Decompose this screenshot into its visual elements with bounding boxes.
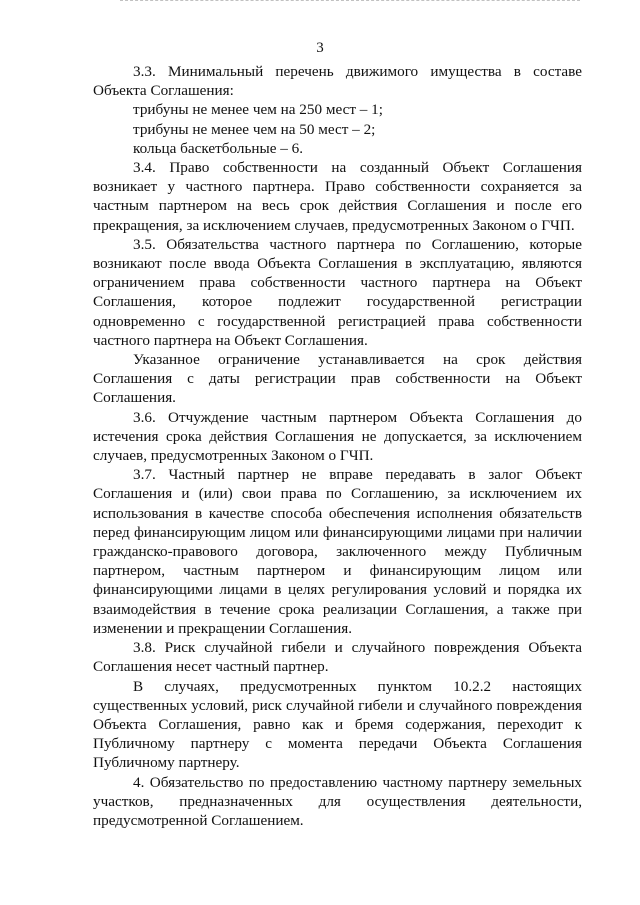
paragraph-3-4: 3.4. Право собственности на созданный Объект Соглашения возникает у частного партнера. Право собственности сохраняется за частным партнером на весь срок действия Соглашения и после его прекращения, за исключением случаев, предусмотренных Законом о ГЧП.: [93, 159, 582, 234]
paragraph-3-3: 3.3. Минимальный перечень движимого имущества в составе Объекта Соглашения:: [93, 63, 582, 100]
list-item-tribunes-250: трибуны не менее чем на 250 мест – 1;: [133, 101, 383, 119]
paragraph-risk-transfer: В случаях, предусмотренных пунктом 10.2.2 настоящих существенных условий, риск случайной гибели и случайного повреждения Объекта Соглашения, равно как и бремя содержания, переходит к Публичному партнеру с момента передачи Объекта Соглашения Публичному партнеру.: [93, 677, 582, 772]
document-body: [93, 62, 582, 830]
paragraph-3-8: 3.8. Риск случайной гибели и случайного повреждения Объекта Соглашения несет частный партнер.: [93, 639, 582, 676]
page-number: 3: [316, 40, 324, 56]
paragraph-3-6: 3.6. Отчуждение частным партнером Объекта Соглашения до истечения срока действия Соглашения не допускается, за исключением случаев, предусмотренных Законом о ГЧП.: [93, 408, 582, 465]
list-item-tribunes-50: трибуны не менее чем на 50 мест – 2;: [133, 120, 376, 138]
paragraph-3-7: 3.7. Частный партнер не вправе передавать в залог Объект Соглашения и (или) свои права по Соглашению, за исключением их использования в качестве способа обеспечения исполнения обязательств перед финансирующим лицом или финансирующими лицами при наличии гражданско-правового договора, заключенного между Публичным партнером, частным партнером и финансирующим лицом или финансирующими лицами в целях регулирования условий и порядка их взаимодействия в течение срока реализации Соглашения, а также при изменении и прекращении Соглашения.: [93, 466, 582, 637]
paragraph-restriction: Указанное ограничение устанавливается на срок действия Соглашения с даты регистрации прав собственности на Объект Соглашения.: [93, 351, 582, 407]
list-item-basketball-rings: кольца баскетбольные – 6.: [133, 139, 304, 157]
paragraph-4: 4. Обязательство по предоставлению частному партнеру земельных участков, предназначенных для осуществления деятельности, предусмотренной Соглашением.: [93, 773, 582, 829]
paragraph-3-5: 3.5. Обязательства частного партнера по Соглашению, которые возникают после ввода Объекта Соглашения в эксплуатацию, являются ограничением права собственности частного партнера на Объект Соглашения, которое подлежит государственной регистрации одновременно с государственной регистрацией права собственности частного партнера на Объект Соглашения.: [93, 235, 582, 349]
scan-artifact-line: [120, 0, 580, 3]
